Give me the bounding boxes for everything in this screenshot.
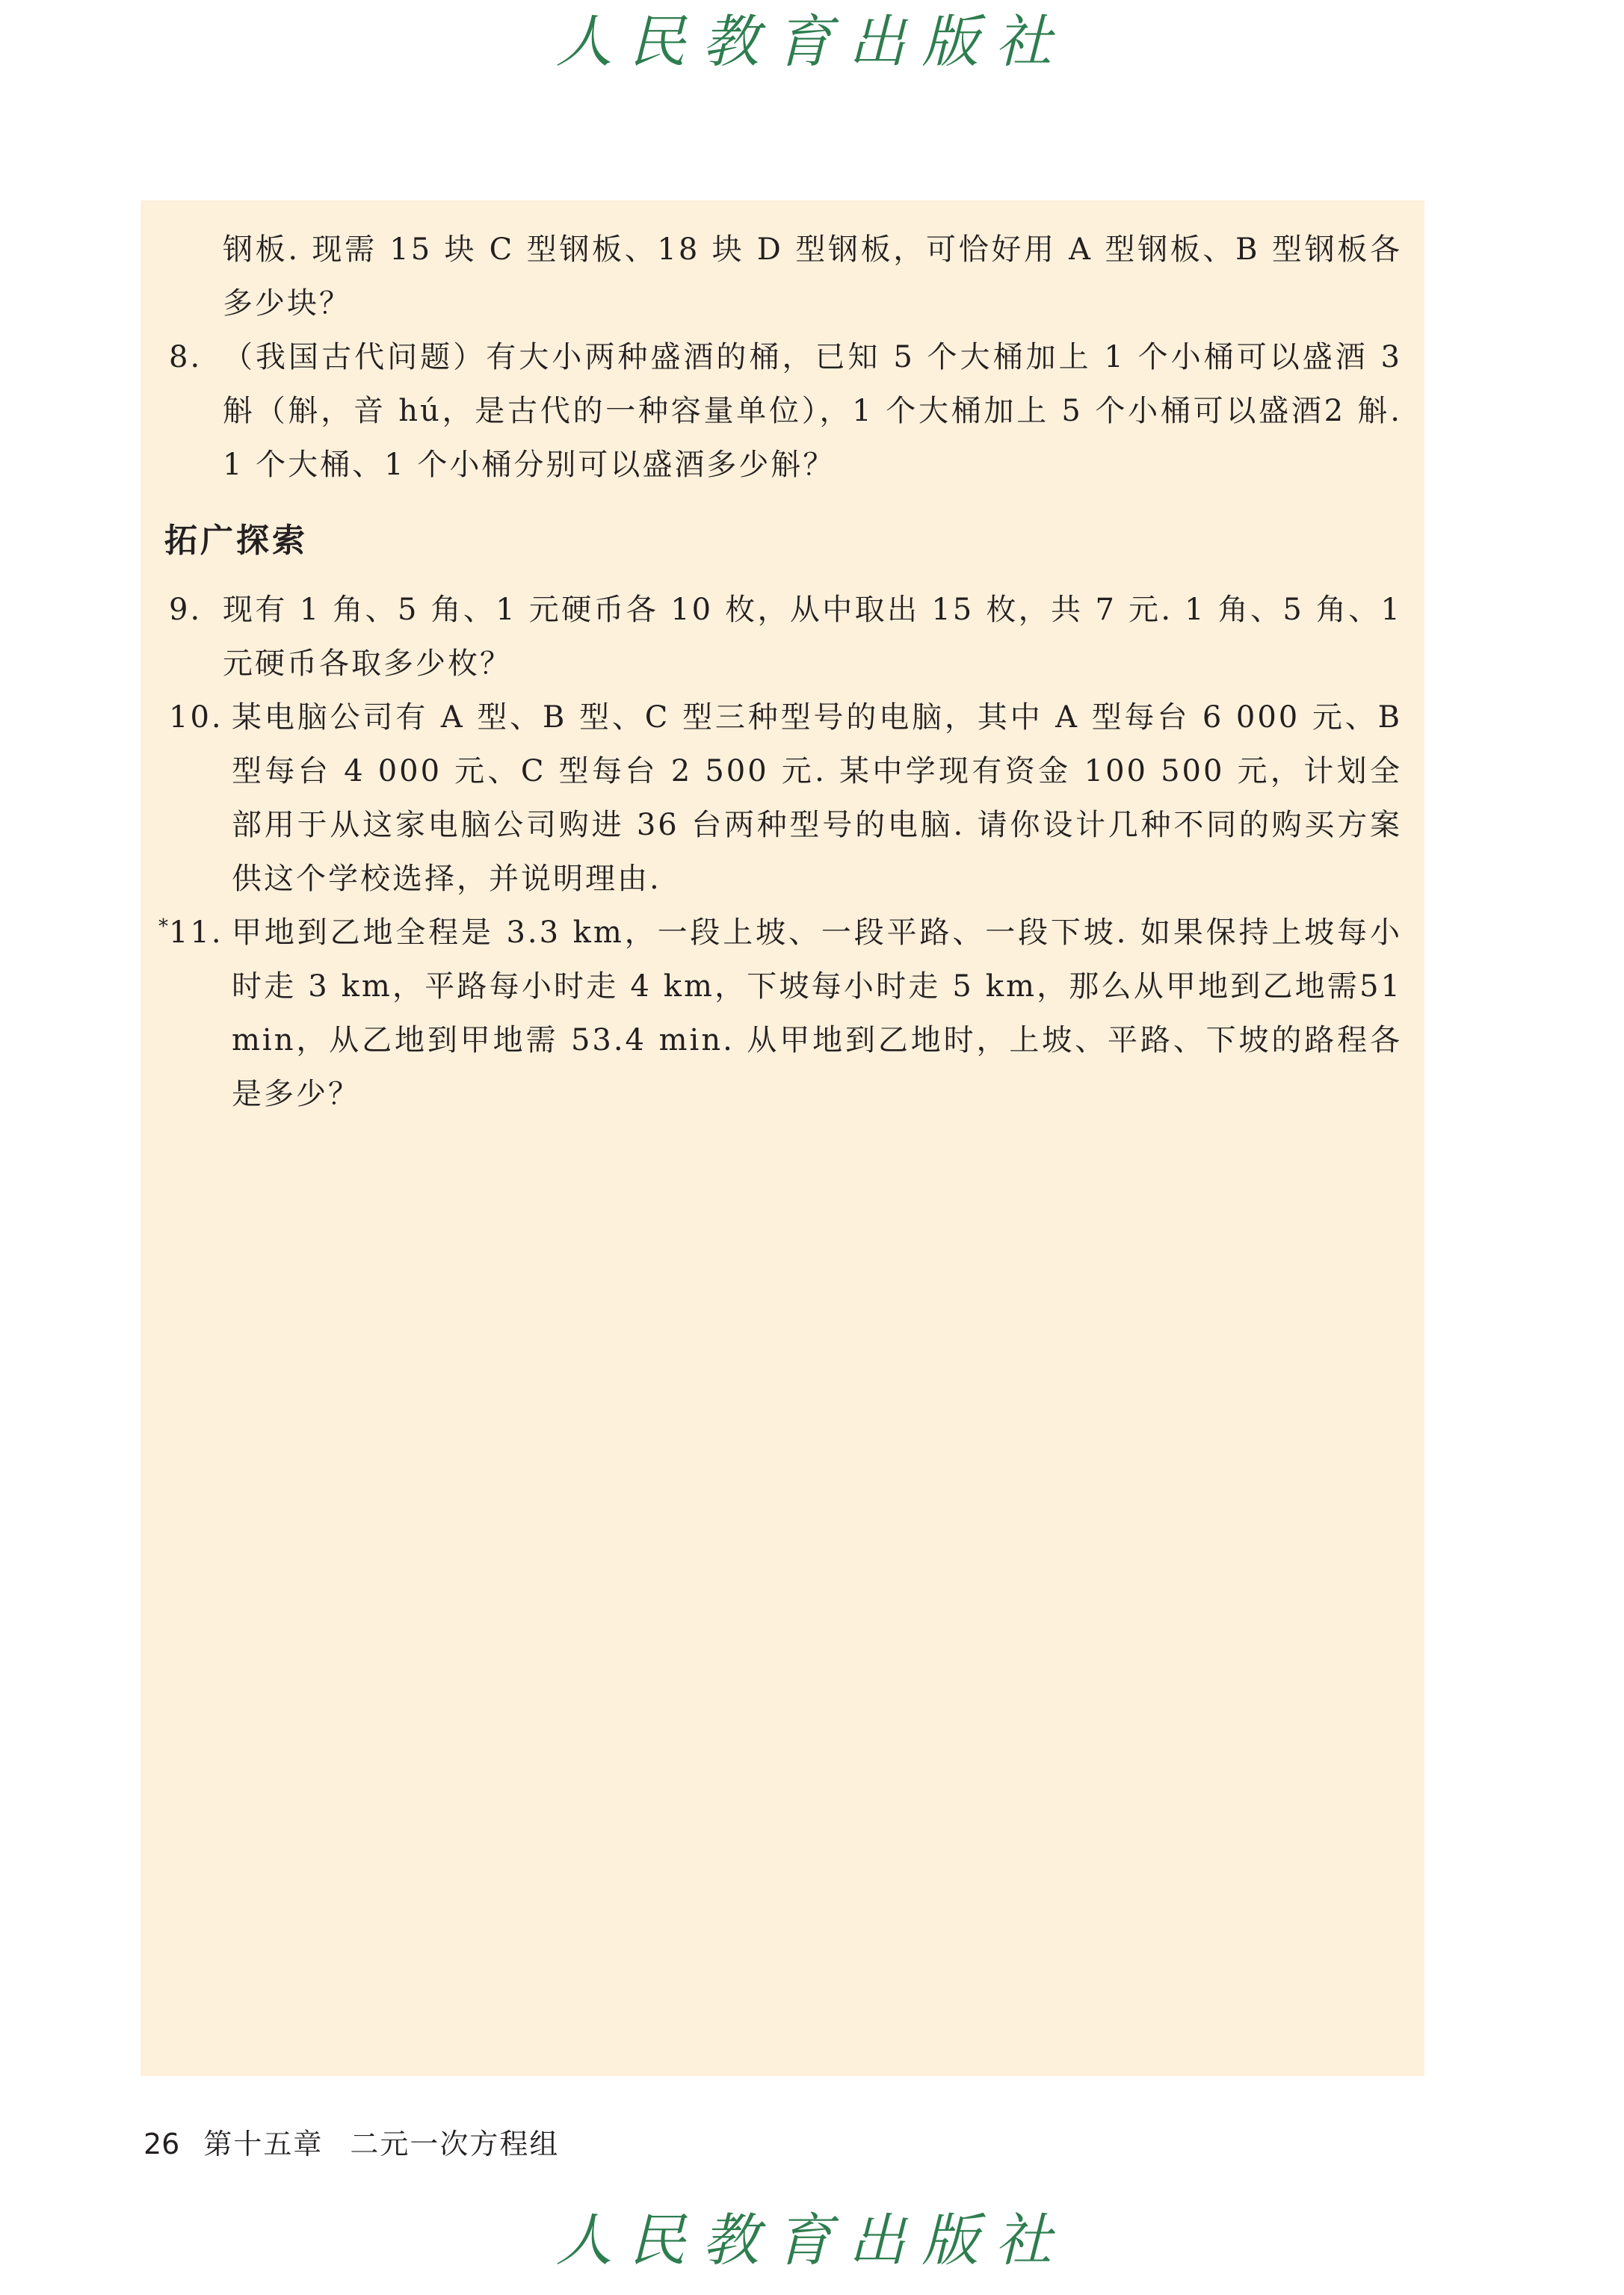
section-heading-extension: 拓广探索 bbox=[164, 522, 308, 560]
problem-10 bbox=[169, 691, 1402, 906]
problem-9-text: 现有 1 角、5 角、1 元硬币各 10 枚，从中取出 15 枚，共 7 元. 1 角、5 角、1 元硬币各取多少枚？ bbox=[223, 593, 1402, 681]
problem-8-number: 8. bbox=[169, 340, 203, 374]
optional-star-marker: * bbox=[158, 915, 170, 938]
problem-7-text: 钢板. 现需 15 块 C 型钢板、18 块 D 型钢板，可恰好用 A 型钢板、B 型钢板各多少块？ bbox=[223, 232, 1402, 321]
publisher-logo-bottom: 人民教育出版社 bbox=[555, 2207, 1069, 2273]
chapter-label: 第十五章 bbox=[203, 2128, 324, 2160]
problem-7-continued bbox=[169, 223, 1402, 330]
problem-10-text: 某电脑公司有 A 型、B 型、C 型三种型号的电脑，其中 A 型每台 6 000 元、B 型每台 4 000 元、C 型每台 2 500 元. 某中学现有资金 100 500 元，计划全部用于从这家电脑公司购进 36 台两种型号的电脑. 请你设计几种不同的购买方案供这个学校选择，并说明理由. bbox=[232, 700, 1402, 896]
problem-8-text: （我国古代问题）有大小两种盛酒的桶，已知 5 个大桶加上 1 个小桶可以盛酒 3 斛（斛，音 hú，是古代的一种容量单位），1 个大桶加上 5 个小桶可以盛酒2 斛. 1 个大桶、1 个小桶分别可以盛酒多少斛？ bbox=[223, 340, 1402, 482]
problem-9 bbox=[169, 583, 1402, 691]
problem-11 bbox=[158, 906, 1402, 1121]
page-number: 26 bbox=[143, 2128, 180, 2160]
problem-8 bbox=[169, 330, 1402, 492]
publisher-logo-top: 人民教育出版社 bbox=[555, 8, 1069, 75]
chapter-title: 二元一次方程组 bbox=[350, 2128, 560, 2160]
problem-11-text: 甲地到乙地全程是 3.3 km，一段上坡、一段平路、一段下坡. 如果保持上坡每小时走 3 km，平路每小时走 4 km，下坡每小时走 5 km，那么从甲地到乙地需51 min，从乙地到甲地需 53.4 min. 从甲地到乙地时，上坡、平路、下坡的路程各是多少？ bbox=[232, 915, 1402, 1111]
problem-9-number: 9. bbox=[169, 593, 203, 627]
problem-10-number: 10. bbox=[169, 700, 223, 735]
problem-11-number: 11. bbox=[169, 915, 223, 950]
exercise-content bbox=[158, 223, 1402, 1121]
page-footer bbox=[143, 2121, 559, 2162]
